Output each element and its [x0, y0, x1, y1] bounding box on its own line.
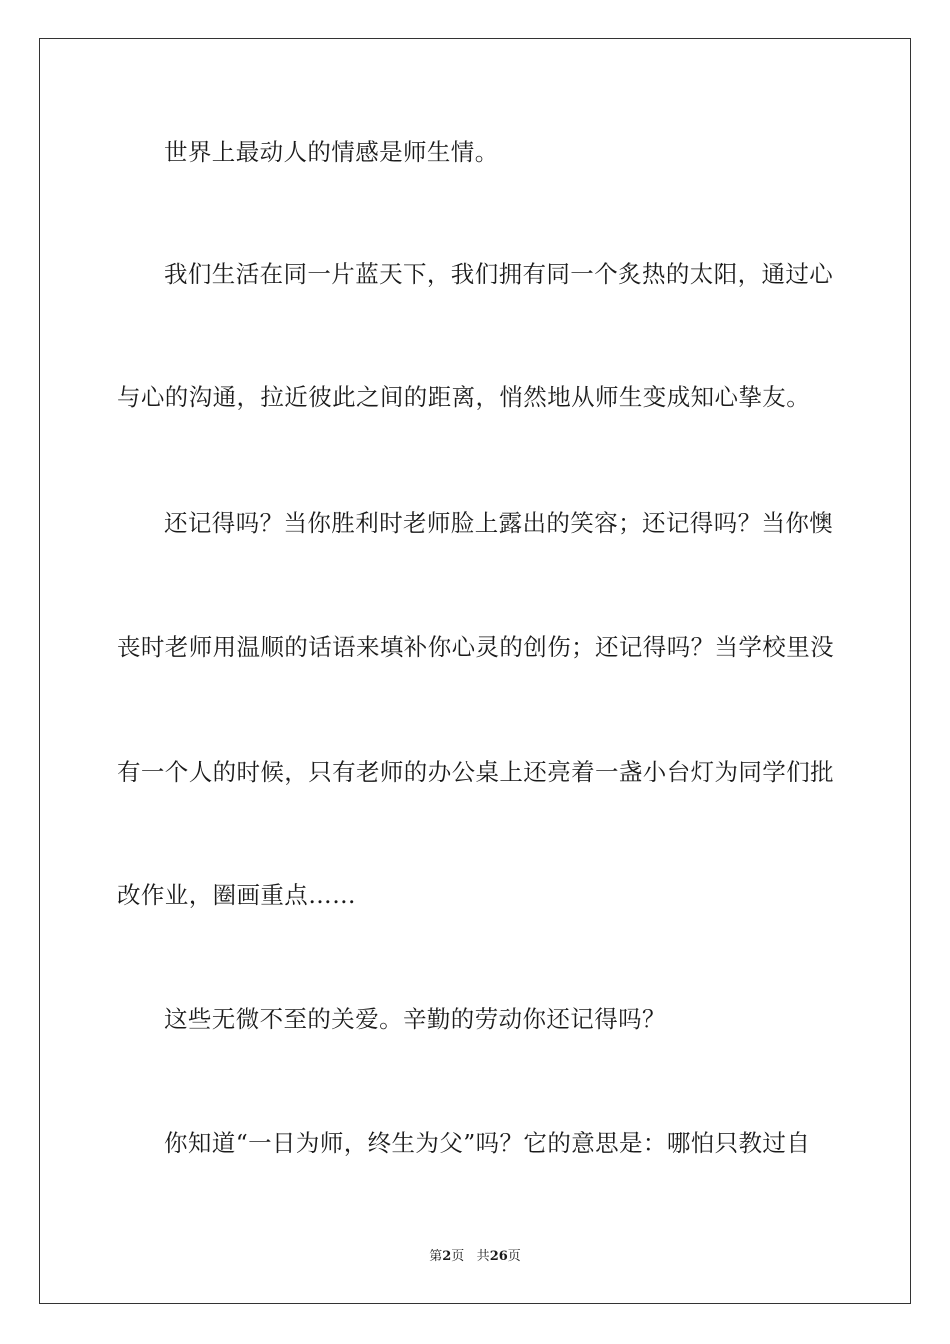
paragraph-line: 你知道“一日为师，终生为父”吗？它的意思是：哪怕只教过自 [164, 1129, 811, 1157]
total-page-count: 26 [489, 1249, 508, 1264]
page-suffix: 页 [451, 1249, 465, 1264]
total-suffix: 页 [507, 1249, 521, 1264]
paragraph-line: 世界上最动人的情感是师生情。 [164, 138, 499, 166]
paragraph-line: 我们生活在同一片蓝天下，我们拥有同一个炙热的太阳，通过心 [164, 260, 834, 288]
current-page-number: 2 [442, 1249, 452, 1264]
paragraph-line: 有一个人的时候，只有老师的办公桌上还亮着一盏小台灯为同学们批 [117, 758, 834, 786]
paragraph-line: 与心的沟通，拉近彼此之间的距离，悄然地从师生变成知心挚友。 [117, 383, 811, 411]
total-prefix: 共 [476, 1249, 490, 1264]
paragraph-line: 还记得吗？当你胜利时老师脸上露出的笑容；还记得吗？当你懊 [164, 509, 834, 537]
paragraph-line: 这些无微不至的关爱。辛勤的劳动你还记得吗？ [164, 1005, 666, 1033]
page-footer [0, 1248, 950, 1266]
paragraph-line: 改作业，圈画重点…… [117, 881, 356, 909]
page-border [39, 38, 911, 1304]
paragraph-line: 丧时老师用温顺的话语来填补你心灵的创伤；还记得吗？当学校里没 [117, 633, 834, 661]
page-prefix: 第 [429, 1249, 443, 1264]
